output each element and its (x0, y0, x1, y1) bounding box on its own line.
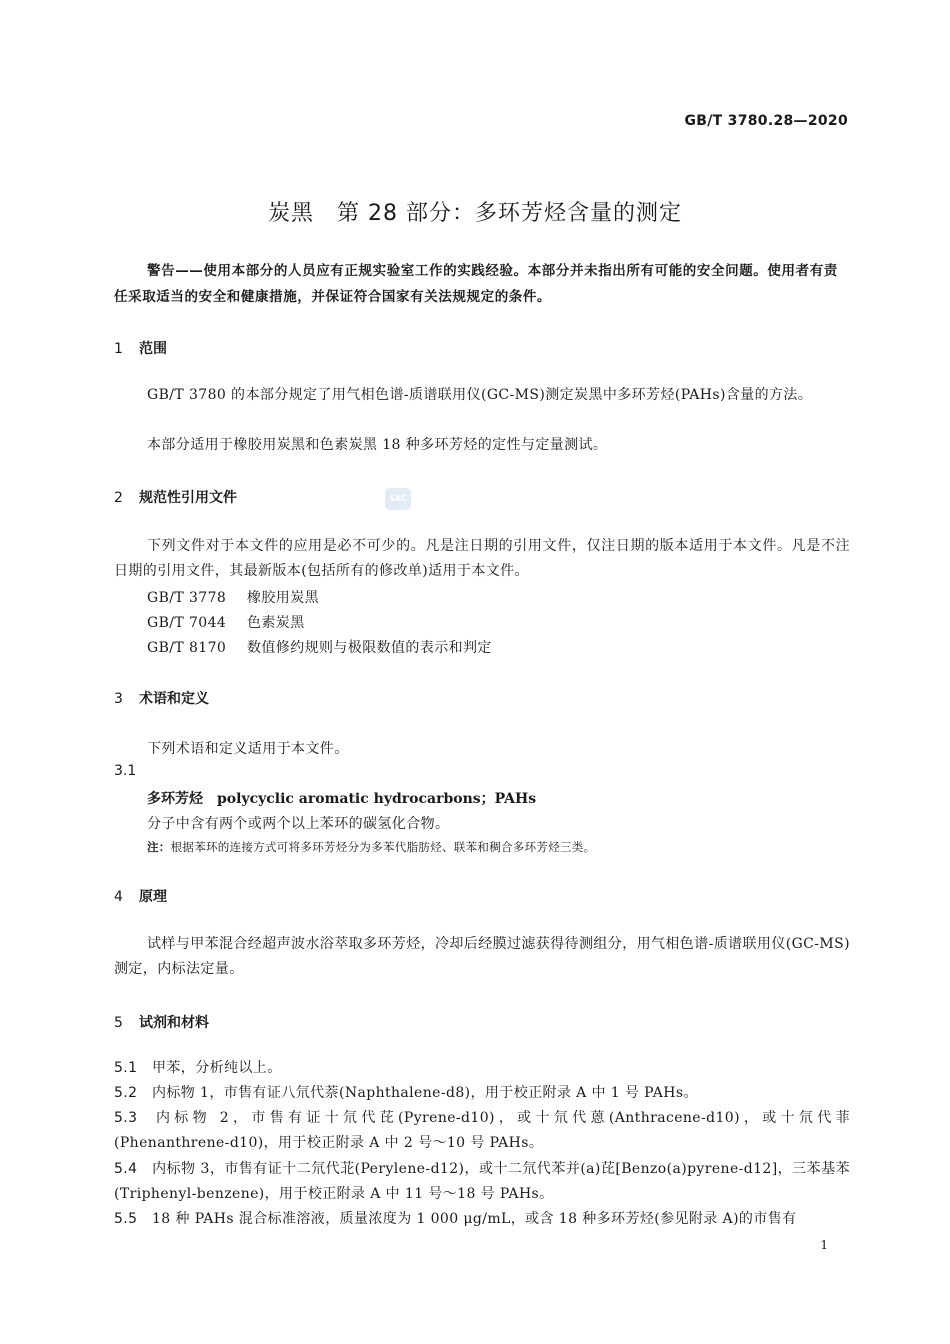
term-entry (147, 788, 536, 808)
term-note (147, 839, 595, 855)
item-number: 5.5 (114, 1211, 138, 1227)
sac-watermark-logo: SAC (385, 488, 411, 510)
section-5-heading (114, 1012, 209, 1032)
reference-name: 数值修约规则与极限数值的表示和判定 (247, 640, 492, 656)
note-text: 根据苯环的连接方式可将多环芳烃分为多苯代脂肪烃、联苯和稠合多环芳烃三类。 (170, 840, 596, 854)
term-english: polycyclic aromatic hydrocarbons；PAHs (217, 791, 537, 807)
section-3-heading (114, 688, 209, 708)
section-number: 3 (114, 691, 123, 707)
principle-paragraph: 试样与甲苯混合经超声波水浴萃取多环芳烃，冷却后经膜过滤获得待测组分，用气相色谱-质谱联用仪(GC-MS)测定，内标法定量。 (114, 936, 851, 977)
section-title: 试剂和材料 (139, 1015, 209, 1031)
item-number: 5.2 (114, 1085, 138, 1101)
item-text: 内标物 1，市售有证八氘代萘(Naphthalene-d8)，用于校正附录 A 中 1 号 PAHs。 (152, 1085, 698, 1101)
item-number: 5.4 (114, 1161, 138, 1177)
standard-number: GB/T 3780.28—2020 (684, 113, 848, 129)
references-intro: 下列文件对于本文件的应用是必不可少的。凡是注日期的引用文件，仅注日期的版本适用于本文件。凡是不注日期的引用文件，其最新版本(包括所有的修改单)适用于本文件。 (114, 538, 850, 579)
section-1-heading (114, 338, 167, 358)
material-item (114, 1106, 850, 1156)
reference-item (147, 612, 305, 632)
page-number: 1 (820, 1238, 828, 1252)
material-item (114, 1157, 850, 1207)
section-title: 范围 (139, 341, 167, 357)
scope-paragraph-2: 本部分适用于橡胶用炭黑和色素炭黑 18 种多环芳烃的定性与定量测试。 (147, 437, 608, 453)
item-text: 甲苯，分析纯以上。 (152, 1060, 282, 1076)
safety-warning: 警告——使用本部分的人员应有正规实验室工作的实践经验。本部分并未指出所有可能的安全问题。使用者有责任采取适当的安全和健康措施，并保证符合国家有关法规规定的条件。 (114, 263, 838, 305)
item-number: 5.1 (114, 1060, 138, 1076)
section-2-heading (114, 487, 237, 507)
section-title: 规范性引用文件 (139, 490, 237, 506)
section-title: 原理 (139, 889, 167, 905)
reference-code: GB/T 3778 (147, 590, 227, 606)
material-item (114, 1207, 850, 1232)
item-number: 5.3 (114, 1110, 138, 1126)
section-number: 4 (114, 889, 123, 905)
item-text: 18 种 PAHs 混合标准溶液，质量浓度为 1 000 μg/mL，或含 18 种多环芳烃(参见附录 A)的市售有 (152, 1211, 797, 1227)
note-label: 注： (147, 840, 171, 854)
item-text: 内标物 2，市售有证十氘代芘(Pyrene-d10)，或十氘代蒽(Anthracene-d10)，或十氘代菲(Phenanthrene-d10)，用于校正附录 A 中 2 号～10 号 PAHs。 (114, 1110, 850, 1151)
section-number: 1 (114, 341, 123, 357)
section-4-heading (114, 886, 167, 906)
material-item (114, 1081, 850, 1106)
reference-item (147, 587, 319, 607)
section-number: 5 (114, 1015, 123, 1031)
reference-name: 色素炭黑 (247, 615, 305, 631)
term-definition: 分子中含有两个或两个以上苯环的碳氢化合物。 (147, 816, 450, 832)
reference-name: 橡胶用炭黑 (247, 590, 319, 606)
section-number: 2 (114, 490, 123, 506)
term-number: 3.1 (114, 763, 137, 779)
reference-code: GB/T 8170 (147, 640, 227, 656)
terms-intro: 下列术语和定义适用于本文件。 (147, 741, 349, 757)
document-title: 炭黑 第 28 部分：多环芳烃含量的测定 (268, 201, 682, 226)
reference-item (147, 637, 492, 657)
item-text: 内标物 3，市售有证十二氘代苝(Perylene-d12)，或十二氘代苯并(a)芘[Benzo(a)pyrene-d12]，三苯基苯(Triphenyl-benzene)，用于校正附录 A 中 11 号～18 号 PAHs。 (114, 1161, 850, 1202)
reference-code: GB/T 7044 (147, 615, 227, 631)
material-item (114, 1056, 850, 1081)
section-title: 术语和定义 (139, 691, 209, 707)
scope-paragraph-1: GB/T 3780 的本部分规定了用气相色谱-质谱联用仪(GC-MS)测定炭黑中多环芳烃(PAHs)含量的方法。 (147, 387, 813, 403)
term-chinese: 多环芳烃 (147, 791, 203, 807)
